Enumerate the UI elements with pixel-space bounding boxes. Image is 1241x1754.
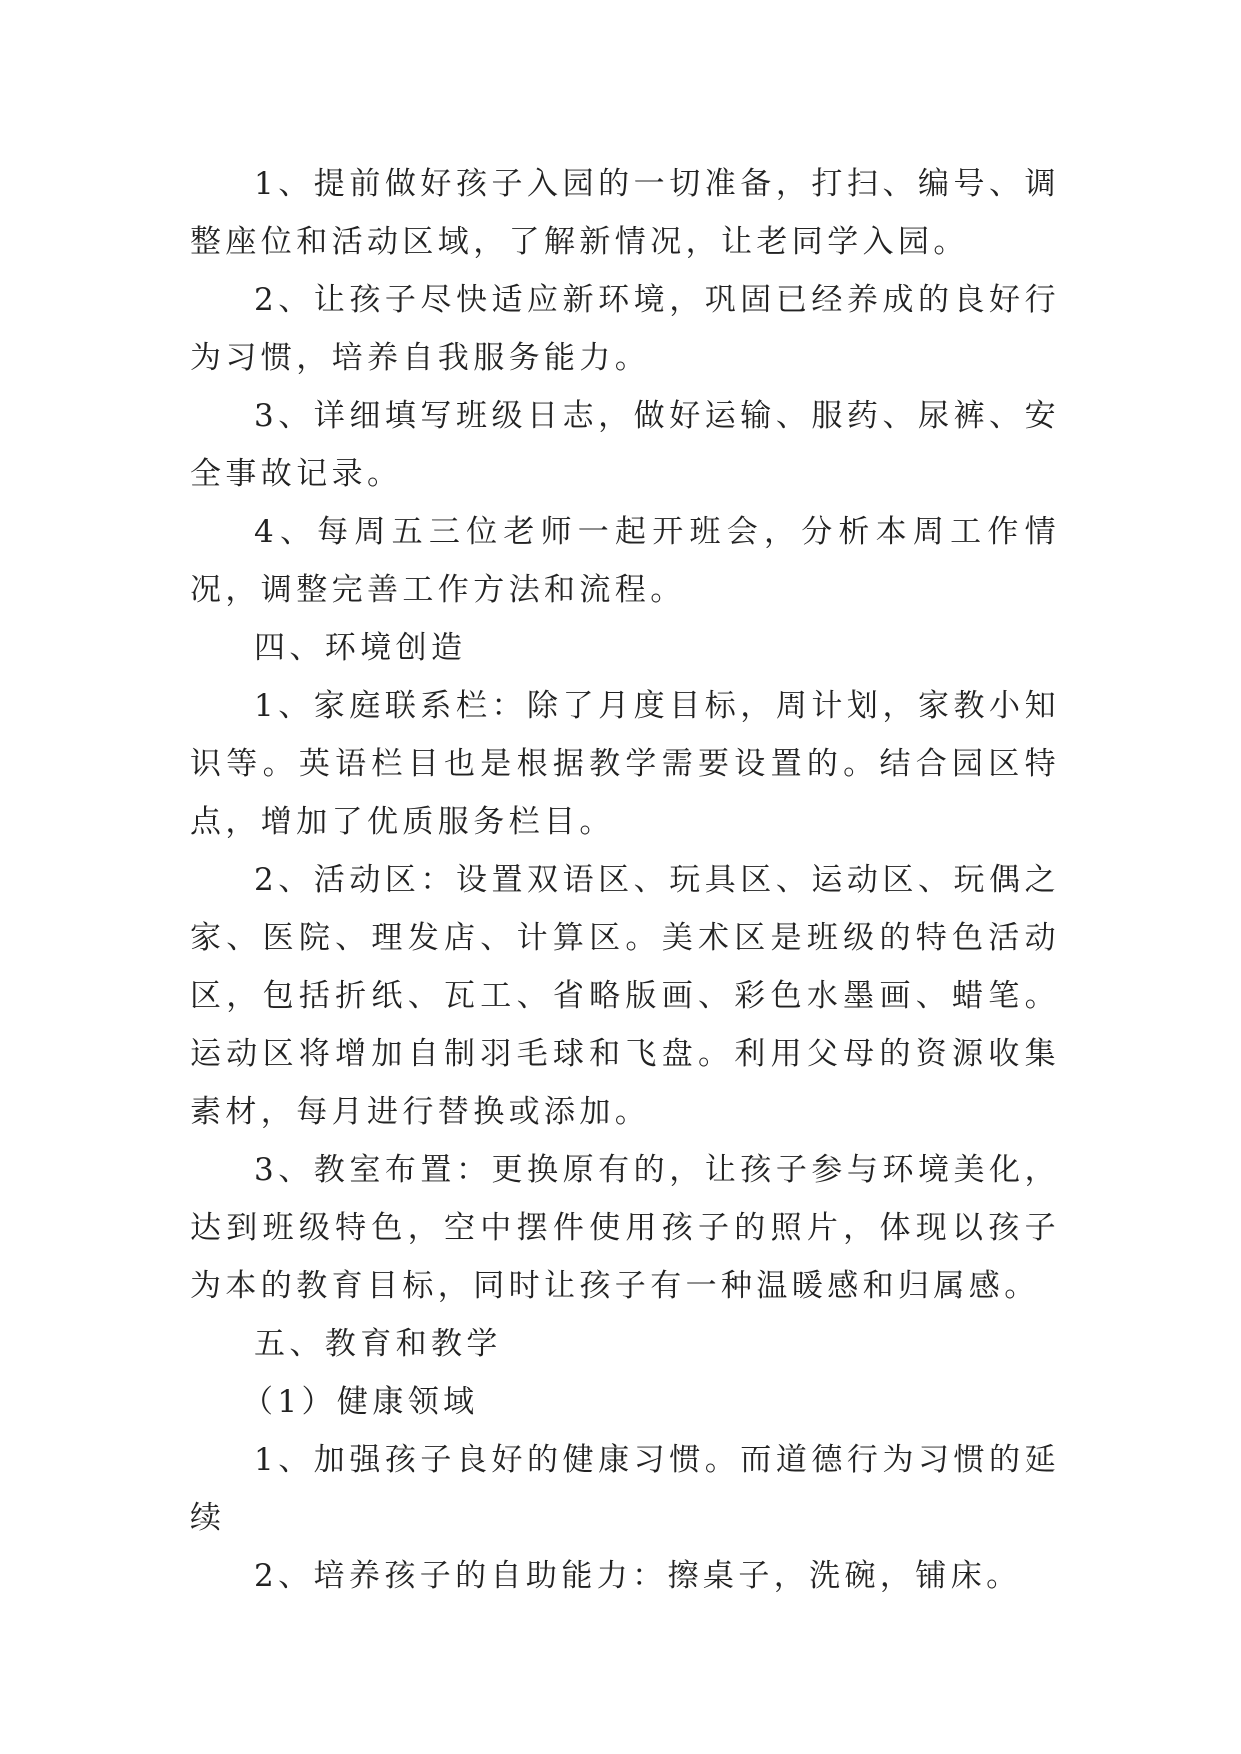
paragraph-health-habits: 1、加强孩子良好的健康习惯。而道德行为习惯的延续 xyxy=(190,1442,1060,1536)
section-heading-environment: 四、环境创造 xyxy=(254,630,467,666)
paragraph-classroom-layout: 3、教室布置：更换原有的，让孩子参与环境美化，达到班级特色，空中摆件使用孩子的照片，体现以孩子为本的教育目标，同时让孩子有一种温暖感和归属感。 xyxy=(190,1152,1060,1304)
document-body xyxy=(190,155,1060,1605)
paragraph-item-1: 1、提前做好孩子入园的一切准备，打扫、编号、调整座位和活动区域，了解新情况，让老同学入园。 xyxy=(190,166,1060,260)
paragraph-item-3: 3、详细填写班级日志，做好运输、服药、尿裤、安全事故记录。 xyxy=(190,398,1060,492)
paragraph-item-2: 2、让孩子尽快适应新环境，巩固已经养成的良好行为习惯，培养自我服务能力。 xyxy=(190,282,1060,376)
paragraph-item-4: 4、每周五三位老师一起开班会，分析本周工作情况，调整完善工作方法和流程。 xyxy=(190,514,1060,608)
paragraph-activity-area: 2、活动区：设置双语区、玩具区、运动区、玩偶之家、医院、理发店、计算区。美术区是班级的特色活动区，包括折纸、瓦工、省略版画、彩色水墨画、蜡笔。运动区将增加自制羽毛球和飞盘。利用父母的资源收集素材，每月进行替换或添加。 xyxy=(190,862,1060,1130)
section-heading-education: 五、教育和教学 xyxy=(254,1326,502,1362)
paragraph-family-board: 1、家庭联系栏：除了月度目标，周计划，家教小知识等。英语栏目也是根据教学需要设置的。结合园区特点，增加了优质服务栏目。 xyxy=(190,688,1060,840)
subsection-heading-health: （1）健康领域 xyxy=(242,1384,479,1420)
paragraph-self-help: 2、培养孩子的自助能力：擦桌子，洗碗，铺床。 xyxy=(254,1558,1022,1594)
